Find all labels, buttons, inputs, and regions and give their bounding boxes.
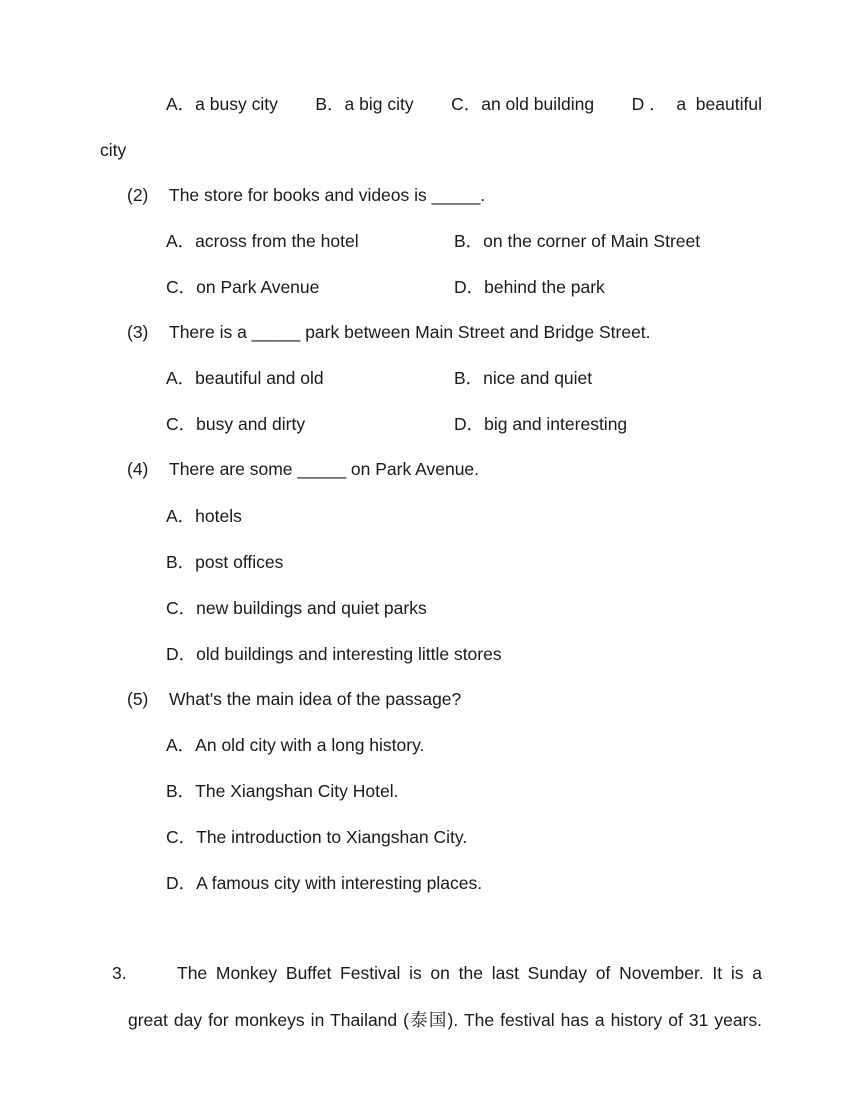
q4-option-d: D．old buildings and interesting little stores [166, 644, 502, 664]
q2-option-d: D．behind the park [454, 277, 605, 297]
section3-line1: The Monkey Buffet Festival is on the last Sunday of November. It is a [177, 963, 762, 983]
q2-number: (2) [127, 185, 149, 205]
q4-option-b: B．post offices [166, 552, 284, 572]
q2-option-b: B．on the corner of Main Street [454, 231, 701, 251]
q4-number: (4) [127, 459, 149, 479]
q5-text: What's the main idea of the passage? [169, 689, 462, 709]
q3-option-d: D．big and interesting [454, 414, 628, 434]
q3-text: There is a _____ park between Main Street and Bridge Street. [169, 322, 651, 342]
section3-line2 [128, 1009, 762, 1032]
q3-option-a: A．beautiful and old [166, 368, 324, 388]
q5-option-a: A．An old city with a long history. [166, 735, 425, 755]
q4-option-c: C．new buildings and quiet parks [166, 598, 427, 618]
q5-option-b: B．The Xiangshan City Hotel. [166, 781, 399, 801]
q3-option-b: B．nice and quiet [454, 368, 593, 388]
section3-number: 3. [112, 963, 127, 983]
q2-option-c: C．on Park Avenue [166, 277, 320, 297]
q4-text: There are some _____ on Park Avenue. [169, 459, 480, 479]
q4-option-a: A．hotels [166, 506, 242, 526]
q1-option-c: C．an old building [451, 94, 595, 114]
q1-option-d: D ． a beautiful [631, 94, 762, 114]
q1-option-d-wrap: city [100, 140, 127, 160]
q2-text: The store for books and videos is _____. [169, 185, 486, 205]
q3-number: (3) [127, 322, 149, 342]
section3-line2-cjk: 泰国 [409, 1011, 448, 1031]
q5-number: (5) [127, 689, 149, 709]
q1-option-a: A．a busy city [166, 94, 278, 114]
q2-option-a: A．across from the hotel [166, 231, 359, 251]
q1-options-row [166, 93, 762, 115]
q3-option-c: C．busy and dirty [166, 414, 306, 434]
section3-line2-pre: great day for monkeys in Thailand ( [128, 1010, 410, 1030]
q1-option-b: B．a big city [315, 94, 414, 114]
q5-option-c: C．The introduction to Xiangshan City. [166, 827, 468, 847]
section3-line2-post: ). The festival has a history of 31 years. [447, 1010, 762, 1030]
q5-option-d: D．A famous city with interesting places. [166, 873, 483, 893]
